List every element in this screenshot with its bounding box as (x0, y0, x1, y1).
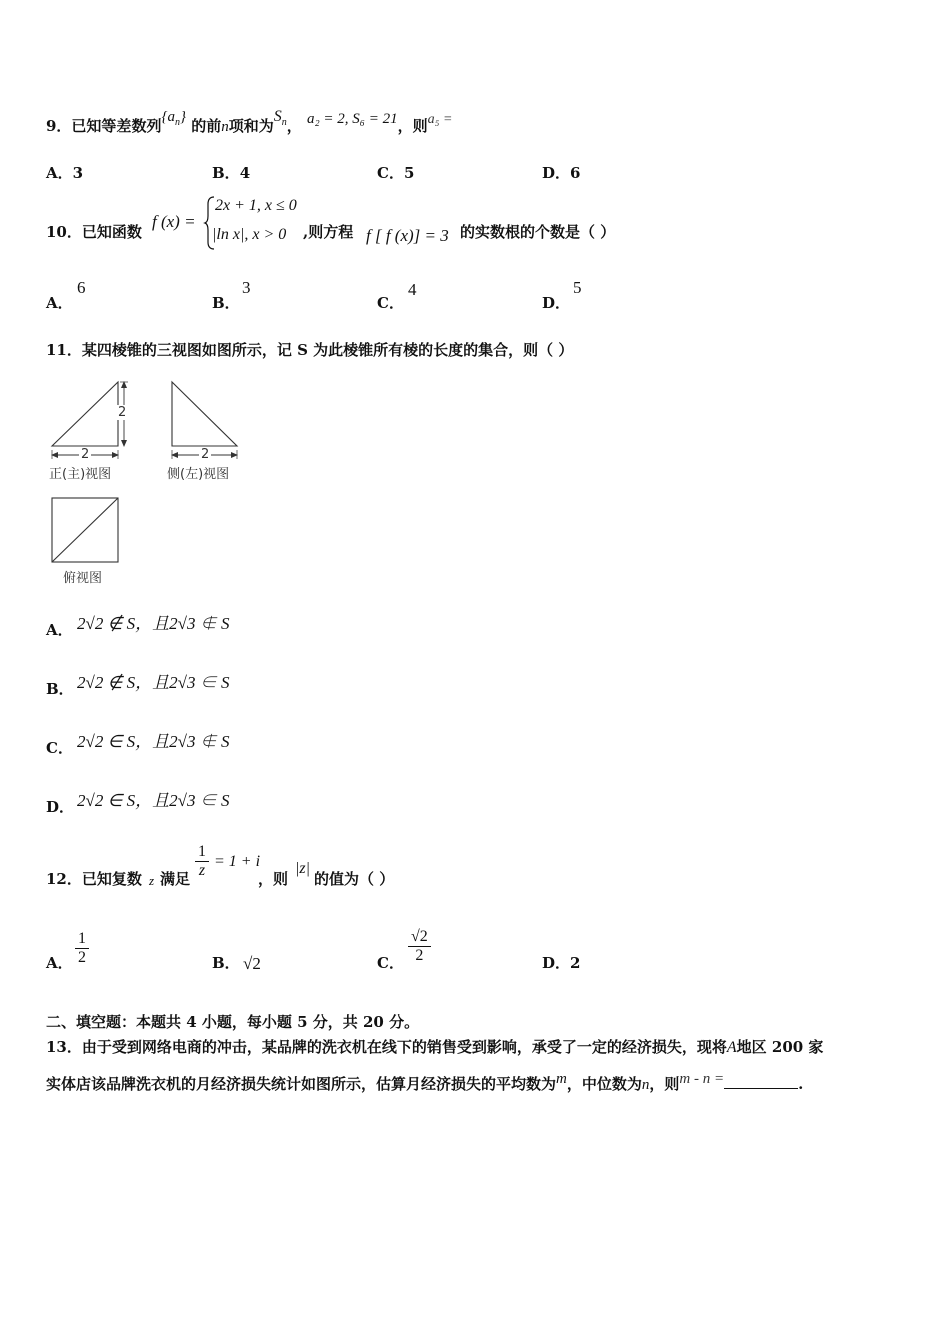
q11-option-c-value: 2√2 ∈ S，且2√3 ∉ S (77, 732, 230, 751)
q10-mid: ,则方程 (303, 223, 354, 241)
side-view-width-label: 2 (201, 447, 210, 462)
q10-eq: f [ f (x)] = 3 (366, 226, 449, 245)
front-view-height-label: 2 (118, 405, 127, 420)
q10-option-a: A． (46, 294, 73, 312)
q9-option-a: A．3 (46, 164, 84, 182)
q12-option-a: A． (46, 954, 73, 972)
q12-option-c: C． (377, 954, 404, 972)
q11-option-a-value: 2√2 ∉ S，且2√3 ∉ S (77, 614, 230, 633)
q10-option-b-value: 3 (242, 278, 251, 297)
q12-fraction: $\frac{1}{z}$ (195, 843, 209, 880)
q12-tail2: 的值为（ ） (314, 870, 395, 888)
q12-eq: = 1 + i (214, 853, 261, 870)
q12-option-b: B． (212, 954, 240, 972)
q9-option-b: B．4 (212, 164, 251, 182)
q10-case2: |ln x|, x > 0 (212, 226, 287, 243)
q12-tail: ，则 (258, 870, 289, 888)
q12-option-c-fraction: $\frac{√2}{2}$ (408, 928, 431, 965)
q11-option-b-value: 2√2 ∉ S，且2√3 ∈ S (77, 673, 230, 692)
q11-stem: 11．某四棱锥的三视图如图所示，记 S 为此棱锥所有棱的长度的集合，则（ ） (46, 341, 574, 359)
top-view-figure (50, 496, 122, 566)
q12-option-b-value: √2 (243, 954, 261, 973)
front-view-figure (44, 378, 144, 460)
q12-z: z (149, 873, 155, 888)
front-view-caption: 正(主)视图 (49, 467, 112, 482)
q12-option-d: D．2 (542, 954, 581, 972)
q11-option-d-value: 2√2 ∈ S，且2√3 ∈ S (77, 791, 230, 810)
q11-option-a: A． (46, 621, 73, 639)
q10-fx: f (x) = (152, 212, 196, 231)
q9-option-c: C．5 (377, 164, 415, 182)
q10-option-b: B． (212, 294, 240, 312)
q9-stem: 9．已知等差数列$\{a_n\}$ 的前n项和为$S_n$， a₂ = 2, S₆ = 21，则a₅ = (46, 108, 453, 135)
section-2-heading: 二、填空题：本题共 4 小题，每小题 5 分，共 20 分。 (46, 1013, 420, 1031)
q12-num: 12．已知复数 (46, 870, 142, 888)
top-view-caption: 俯视图 (63, 571, 103, 586)
side-view-caption: 侧(左)视图 (167, 467, 230, 482)
q10-option-c-value: 4 (408, 280, 417, 299)
q12-abs-z: |z| (295, 860, 311, 877)
q9-option-d: D．6 (542, 164, 581, 182)
q11-option-d: D． (46, 798, 75, 816)
q12-mid: 满足 (160, 870, 191, 888)
q10-num: 10．已知函数 (46, 223, 142, 241)
q13-line2: 实体店该品牌洗衣机的月经济损失统计如图所示，估算月经济损失的平均数为m，中位数为n，则m - n = . (46, 1071, 804, 1093)
q10-option-a-value: 6 (77, 278, 86, 297)
q11-option-c: C． (46, 739, 73, 757)
front-view-width-label: 2 (81, 447, 90, 462)
q10-option-c: C． (377, 294, 404, 312)
q10-option-d-value: 5 (573, 278, 582, 297)
q10-case1: 2x + 1, x ≤ 0 (215, 197, 297, 214)
q13-line1: 13．由于受到网络电商的冲击，某品牌的洗衣机在线下的销售受到影响，承受了一定的经济损失，现将A地区 200 家 (46, 1038, 824, 1056)
q11-option-b: B． (46, 680, 74, 698)
q13-answer-blank[interactable] (724, 1074, 798, 1089)
q12-option-a-fraction: $\frac{1}{2}$ (75, 930, 89, 967)
q10-option-d: D． (542, 294, 571, 312)
q10-tail: 的实数根的个数是（ ） (460, 223, 616, 241)
